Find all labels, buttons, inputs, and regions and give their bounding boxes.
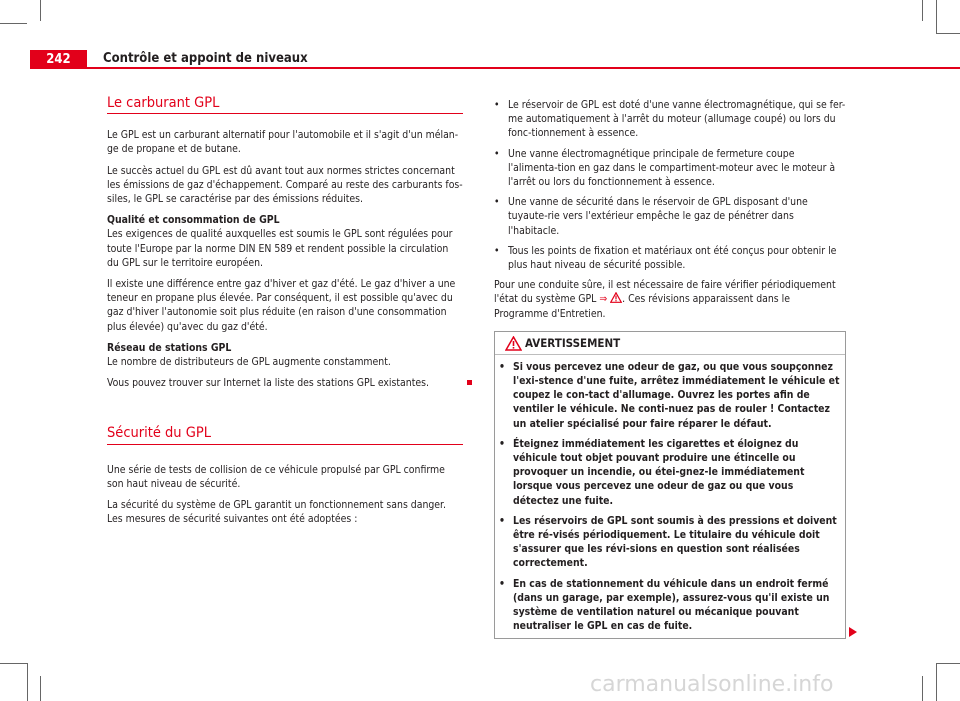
crop-mark: [40, 0, 41, 21]
paragraph: Le GPL est un carburant alternatif pour l'automobile et il s'agit d'un mélan-ge de propane et de butane.: [107, 129, 459, 156]
continue-arrow-icon: [849, 627, 857, 637]
crop-mark: [0, 23, 27, 24]
crop-mark: [922, 0, 923, 21]
warning-header: [495, 332, 845, 355]
left-column: [107, 96, 463, 533]
warning-triangle-icon[interactable]: [610, 292, 622, 303]
warning-item: • Éteignez immédiatement les cigarettes et éloignez du véhicule tout objet pouvant produire une étincelle ou provoquer un incendie, ou étei-gnez-le immédiatement lorsque vous percevez une odeur de gaz ou que vous détectez une fuite.: [499, 437, 805, 507]
right-column: [494, 98, 846, 639]
paragraph: Le succès actuel du GPL est dû avant tout aux normes strictes concernant les émissions de gaz d'échappement. Comparé au reste des carburants fos-siles, le GPL se caractérise par des émissions réduites.: [107, 164, 463, 206]
list-item: • Tous les points de fixation et matériaux ont été conçus pour obtenir le plus haut niveau de sécurité possible.: [494, 244, 837, 272]
paragraph: Une série de tests de collision de ce véhicule propulsé par GPL confirme son haut niveau de sécurité.: [107, 463, 445, 490]
warning-box: [494, 331, 846, 639]
paragraph-end: [107, 376, 463, 390]
warning-body: [495, 355, 845, 638]
paragraph-check: Pour une conduite sûre, il est nécessaire de faire vérifier périodiquement l'état du système GPL ⇒ . Ces révisions apparaissent dans le Programme d'Entretien.: [494, 279, 836, 320]
header-rule: [87, 67, 960, 69]
paragraph: Il existe une différence entre gaz d'hiver et gaz d'été. Le gaz d'hiver a une teneur en propane plus élevée. Par conséquent, il est possible qu'avec du gaz d'hiver l'autonomie soit plus réduite (en raison d'une consommation plus élevée) qu'avec du gaz d'été.: [107, 278, 456, 333]
warning-item: • Les réservoirs de GPL sont soumis à des pressions et doivent être ré-visés périodiquement. Le titulaire du véhicule doit s'assurer que les révi-sions en question sont réalisées correctement.: [499, 514, 837, 570]
paragraph: Les exigences de qualité auxquelles est soumis le GPL sont régulées pour toute l'Europe par la norme DIN EN 589 et rendent possible la circulation du GPL sur le territoire européen.: [107, 228, 453, 269]
crop-mark: [936, 663, 937, 701]
crop-mark: [922, 676, 923, 701]
subheading-qualite: Qualité et consommation de GPL: [107, 214, 280, 227]
list-item: • Une vanne électromagnétique principale de fermeture coupe l'alimenta-tion en gaz dans le compartiment-moteur avec le moteur à l'arrêt ou lors du fonctionnement à essence.: [494, 147, 836, 189]
warning-title: AVERTISSEMENT: [525, 335, 621, 350]
list-item: • Le réservoir de GPL est doté d'une vanne électromagnétique, qui se fer-me automatiquement à l'arrêt du moteur (allumage coupé) ou lors du fonc-tionnement à essence.: [494, 99, 846, 140]
paragraph: Vous pouvez trouver sur Internet la liste des stations GPL existantes.: [107, 377, 429, 390]
section-title-securite: Sécurité du GPL: [107, 426, 463, 444]
page-number: 242: [30, 50, 87, 69]
crop-mark: [936, 0, 937, 33]
subheading-reseau: Réseau de stations GPL: [107, 341, 232, 354]
crop-mark: [27, 663, 28, 701]
crop-mark: [936, 33, 960, 34]
page-title: Contrôle et appoint de niveaux: [103, 51, 308, 66]
paragraph: La sécurité du système de GPL garantit un fonctionnement sans danger. Les mesures de sécurité suivantes ont été adoptées :: [107, 499, 446, 526]
list-item: • Une vanne de sécurité dans le réservoir de GPL disposant d'une tuyaute-rie vers l'extérieur empêche le gaz de pénétrer dans l'habitacle.: [494, 196, 808, 237]
paragraph: Le nombre de distributeurs de GPL augmente constamment.: [107, 356, 391, 369]
warning-item: • Si vous percevez une odeur de gaz, ou que vous soupçonnez l'exi-stence d'une fuite, arrêtez immédiatement le véhicule et coupez le con-tact d'allumage. Ouvrez les portes afin de ventiler le véhicule. Ne conti-nuez pas de rouler ! Contactez un atelier spécialisé pour faire réparer le défaut.: [499, 360, 840, 430]
section-title-carburant: Le carburant GPL: [107, 96, 463, 114]
warning-triangle-icon: [505, 336, 522, 351]
warning-item: • En cas de stationnement du véhicule dans un endroit fermé (dans un garage, par exemple), assurez-vous qu'il existe un système de ventilation naturel ou mécanique pouvant neutraliser le GPL en cas de fuite.: [499, 577, 830, 633]
cross-reference-arrow[interactable]: ⇒: [599, 293, 608, 306]
crop-mark: [40, 676, 41, 701]
crop-mark: [0, 663, 27, 664]
watermark: carmanualsonline.info: [590, 672, 834, 697]
crop-mark: [936, 663, 960, 664]
section-end-mark: [467, 380, 472, 385]
